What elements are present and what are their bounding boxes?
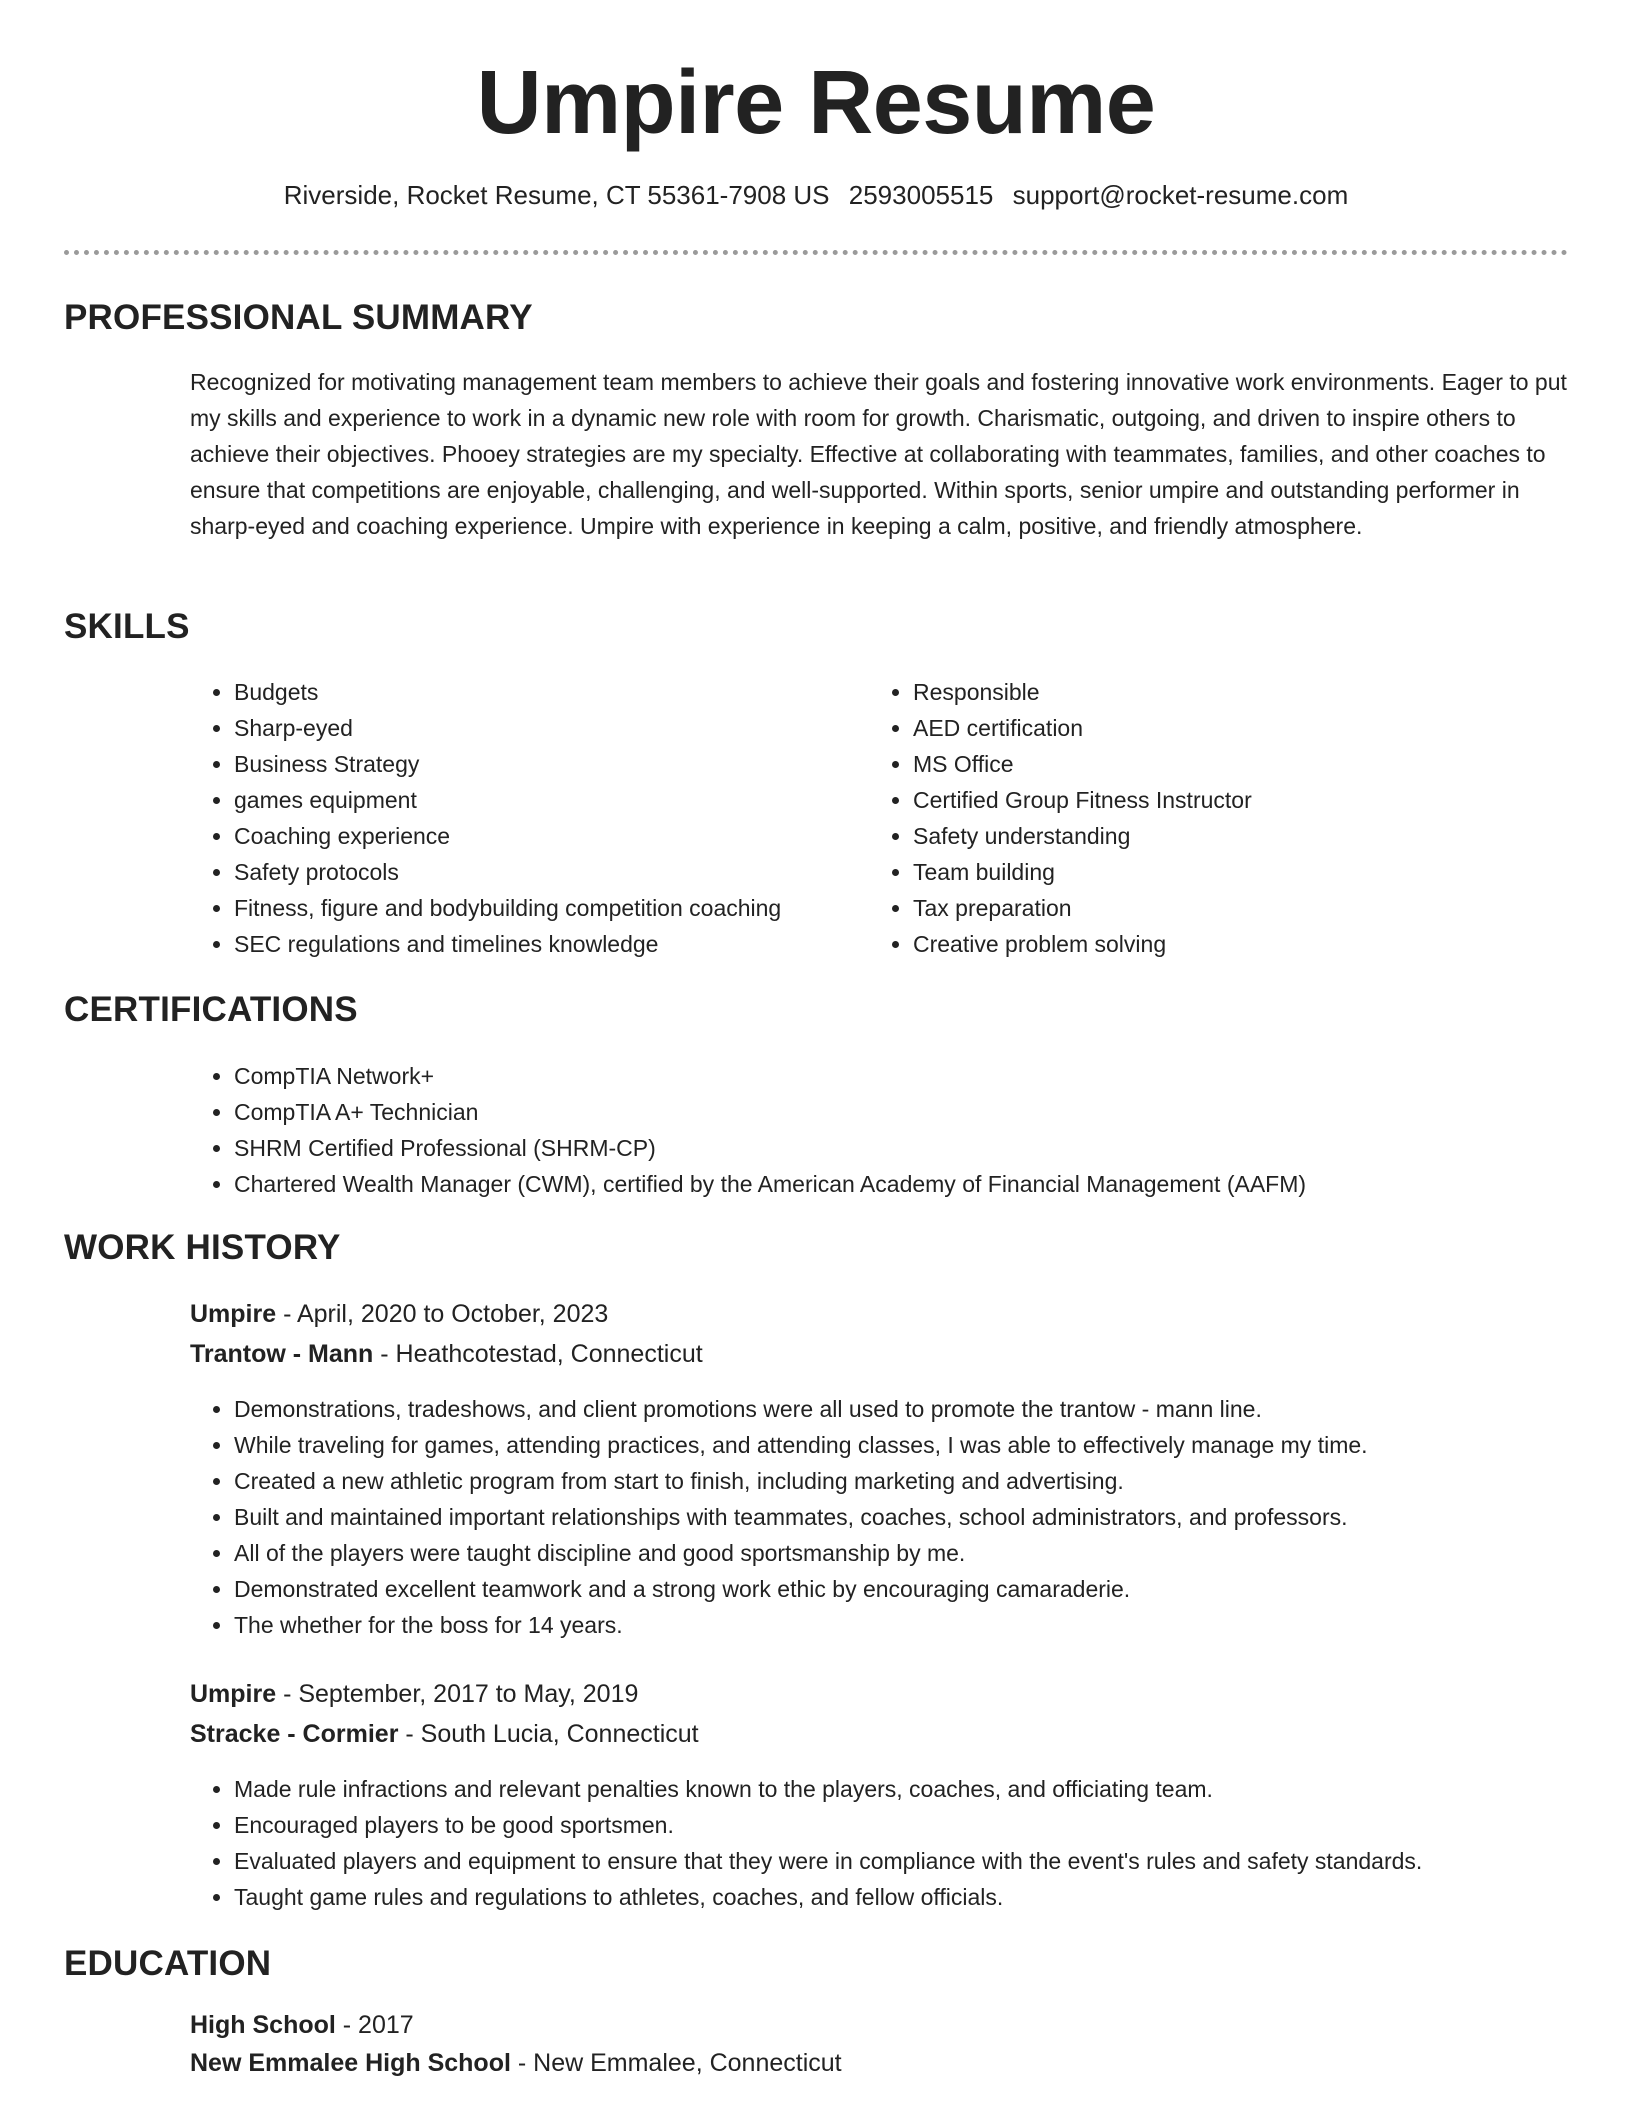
job-dates: - September, 2017 to May, 2019	[276, 1680, 639, 1708]
education-degree: High School	[190, 2011, 336, 2039]
skill-item: • Coaching experience	[234, 818, 854, 854]
certifications-list	[190, 1058, 1614, 1202]
section-title-summary: PROFESSIONAL SUMMARY	[64, 298, 533, 337]
certification-item: • SHRM Certified Professional (SHRM-CP)	[234, 1130, 1614, 1166]
job-title: Umpire	[190, 1680, 277, 1708]
education-degree-line	[190, 2011, 414, 2040]
header-divider	[64, 250, 1568, 255]
certification-item: • CompTIA A+ Technician	[234, 1094, 1614, 1130]
job-company: Trantow - Mann	[190, 1340, 374, 1368]
section-title-education: EDUCATION	[64, 1944, 272, 1983]
section-title-skills: SKILLS	[64, 607, 190, 646]
resume-title: Umpire Resume	[476, 53, 1156, 153]
education-school: New Emmalee High School	[190, 2049, 511, 2077]
education-school-line	[190, 2049, 842, 2078]
section-title-certifications: CERTIFICATIONS	[64, 990, 358, 1029]
skills-list-right	[869, 674, 1533, 962]
email-link[interactable]: support@rocket-resume.com	[1012, 180, 1349, 210]
job-title: Umpire	[190, 1300, 277, 1328]
skill-item: • Business Strategy	[234, 746, 854, 782]
education-location: - New Emmalee, Connecticut	[510, 2049, 842, 2077]
job-bullet: • Built and maintained important relationships with teammates, coaches, school administrators, and professors.	[234, 1499, 1614, 1535]
skill-item: • MS Office	[913, 746, 1533, 782]
section-title-work-history: WORK HISTORY	[64, 1228, 341, 1267]
skill-item: • AED certification	[913, 710, 1533, 746]
job-bullet: • The whether for the boss for 14 years.	[234, 1607, 1614, 1643]
skill-item: • Responsible	[913, 674, 1533, 710]
skill-item: • Fitness, figure and bodybuilding competition coaching	[234, 890, 854, 926]
skill-item: • Sharp-eyed	[234, 710, 854, 746]
skill-item: • SEC regulations and timelines knowledge	[234, 926, 854, 962]
job-location: - South Lucia, Connecticut	[398, 1720, 699, 1748]
skill-item: • Budgets	[234, 674, 854, 710]
job-location: - Heathcotestad, Connecticut	[373, 1340, 703, 1368]
job-bullet: • Made rule infractions and relevant penalties known to the players, coaches, and officiating team.	[234, 1771, 1614, 1807]
job-bullet: • Encouraged players to be good sportsmen.	[234, 1807, 1614, 1843]
contact-info	[0, 180, 1632, 211]
job-company-line	[190, 1340, 703, 1369]
summary-text: Recognized for motivating management team members to achieve their goals and fostering innovative work environments. Eager to put my skills and experience to work in a dynamic new role with room for growth. Charismatic, outgoing, and driven to inspire others to achieve their objectives. Phooey strategies are my specialty. Effective at collaborating with teammates, families, and other coaches to ensure that competitions are enjoyable, challenging, and well-supported. Within sports, senior umpire and outstanding performer in sharp-eyed and coaching experience. Umpire with experience in keeping a calm, positive, and friendly atmosphere.	[190, 369, 1567, 539]
job-company-line	[190, 1720, 699, 1749]
job-bullet: • Taught game rules and regulations to athletes, coaches, and fellow officials.	[234, 1879, 1614, 1915]
job-bullet: • Demonstrated excellent teamwork and a strong work ethic by encouraging camaraderie.	[234, 1571, 1614, 1607]
education-year: - 2017	[335, 2011, 414, 2039]
job-title-line	[190, 1300, 608, 1329]
job-bullet: • Evaluated players and equipment to ensure that they were in compliance with the event's rules and safety standards.	[234, 1843, 1614, 1879]
skill-item: • Creative problem solving	[913, 926, 1533, 962]
skill-item: • Team building	[913, 854, 1533, 890]
job-bullet: • While traveling for games, attending practices, and attending classes, I was able to effectively manage my time.	[234, 1427, 1614, 1463]
job-company: Stracke - Cormier	[190, 1720, 399, 1748]
certification-item: • Chartered Wealth Manager (CWM), certified by the American Academy of Financial Management (AAFM)	[234, 1166, 1614, 1202]
job-bullet: • Demonstrations, tradeshows, and client promotions were all used to promote the trantow - mann line.	[234, 1391, 1614, 1427]
address-text: Riverside, Rocket Resume, CT 55361-7908 US	[283, 180, 830, 210]
job-bullets	[190, 1391, 1614, 1643]
job-bullets	[190, 1771, 1614, 1915]
skill-item: • Tax preparation	[913, 890, 1533, 926]
job-dates: - April, 2020 to October, 2023	[276, 1300, 609, 1328]
job-bullet: • All of the players were taught discipline and good sportsmanship by me.	[234, 1535, 1614, 1571]
skill-item: • Certified Group Fitness Instructor	[913, 782, 1533, 818]
phone-text: 2593005515	[848, 180, 994, 210]
job-title-line	[190, 1680, 638, 1709]
skills-list-left	[190, 674, 854, 962]
skill-item: • Safety understanding	[913, 818, 1533, 854]
skill-item: • games equipment	[234, 782, 854, 818]
job-bullet: • Created a new athletic program from start to finish, including marketing and advertising.	[234, 1463, 1614, 1499]
certification-item: • CompTIA Network+	[234, 1058, 1614, 1094]
skill-item: • Safety protocols	[234, 854, 854, 890]
